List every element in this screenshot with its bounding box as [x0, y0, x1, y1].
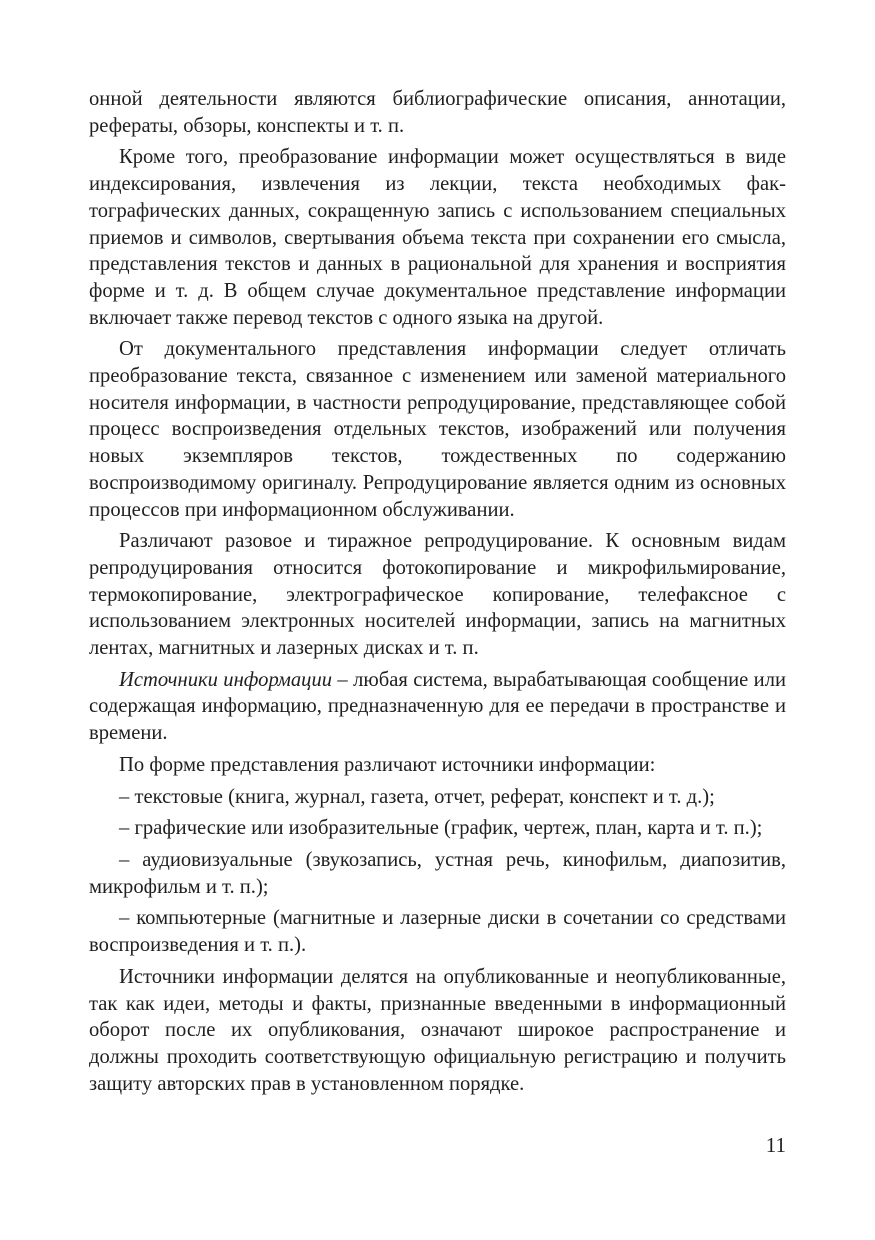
- paragraph-transformation: Кроме того, преобразование информации может осуществляться в виде индексирования, извлечения из лекции, текста необходимых фактографических данных, сокращенную запись с использованием специальных приемов и символов, свертывания объема текста при сохранении его смысла, представления текстов и данных в рациональной для хранения и восприятия форме и т. д. В общем случае документальное представление информации включает также перевод текстов с одного языка на другой.: [89, 146, 786, 329]
- term-sources: Источники информации: [119, 668, 333, 691]
- list-item: – графические или изобразительные (график, чертеж, план, карта и т. п.);: [119, 817, 763, 840]
- paragraph-continuation: онной деятельности являются библиографические описания, аннотации, рефераты, обзоры, конспекты и т. п.: [89, 88, 786, 137]
- list-item: – аудиовизуальные (звукозапись, устная речь, кинофильм, диапозитив, микрофильм и т. п.);: [89, 848, 786, 898]
- paragraph-reproduction-types: Различают разовое и тиражное репродуцирование. К основным видам репродуцирования относится фотокопирование и микрофильмирование, термокопирование, электрографическое копирование, телефаксное с использованием электронных носителей информации, запись на магнитных лентах, магнитных и лазерных дисках и т. п.: [89, 530, 786, 660]
- page-body: [89, 86, 786, 1097]
- paragraph-reproduction: От документального представления информации следует отличать преобразование текста, связанное с изменением или заменой материального носителя информации, в частности репродуцирование, представляющее собой процесс воспроизведения отдельных текстов, изображений или получения новых экземпляров текстов, тождественных по содержанию воспроизводимому оригиналу. Репродуцирование является одним из основных процессов при информационном обслуживании.: [89, 338, 786, 521]
- definition-text: – любая система, вырабатывающая сообщение или содержащая информацию, предназначенную для ее передачи в пространстве и времени.: [89, 668, 786, 745]
- paragraph-sources-definition: [89, 667, 786, 747]
- paragraph-sources-forms: По форме представления различают источники информации:: [119, 753, 656, 776]
- list-item: – компьютерные (магнитные и лазерные диски в сочетании со средствами воспроизведения и т. п.).: [89, 907, 786, 957]
- page-number: 11: [765, 1133, 786, 1157]
- list-item: – текстовые (книга, журнал, газета, отчет, реферат, конспект и т. д.);: [119, 785, 715, 808]
- paragraph-published-sources: Источники информации делятся на опубликованные и неопубликованные, так как идеи, методы и факты, признанные введенными в информационный оборот после их опубликования, означают широкое распространение и должны проходить соответствующую официальную регистрацию и получить защиту авторских прав в установленном порядке.: [89, 965, 786, 1095]
